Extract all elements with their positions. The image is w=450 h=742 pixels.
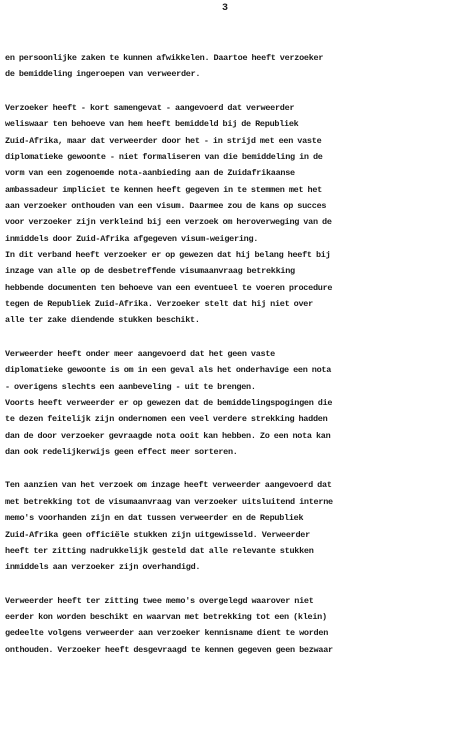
text-line: weliswaar ten behoeve van hem heeft bemiddeld bij de Republiek: [5, 119, 299, 130]
document-body: [5, 50, 448, 658]
text-line: memo's voorhanden zijn en dat tussen verweerder en de Republiek: [5, 513, 304, 524]
text-line: ambassadeur impliciet te kennen heeft gegeven in te stemmen met het: [5, 184, 322, 195]
text-line: alle ter zake diendende stukken beschikt.: [5, 315, 200, 326]
text-line: In dit verband heeft verzoeker er op gewezen dat hij belang heeft bij: [5, 249, 331, 260]
text-line: en persoonlijke zaken te kunnen afwikkelen. Daartoe heeft verzoeker: [5, 53, 324, 63]
text-line: te dezen feitelijk zijn ondernomen een veel verdere strekking hadden: [5, 414, 328, 425]
text-line: Zuid-Afrika, maar dat verweerder door het - in strijd met een vaste: [5, 135, 322, 146]
text-line: aan verzoeker onthouden van een visum. Daarmee zou de kans op succes: [5, 200, 327, 211]
text-line: Zuid-Afrika geen officiële stukken zijn uitgewisseld. Verweerder: [5, 529, 310, 540]
page-number: 3: [221, 3, 228, 14]
text-line: inzage van alle op de desbetreffende visumaanvraag betrekking: [5, 266, 295, 277]
text-line: onthouden. Verzoeker heeft desgevraagd te kennen gegeven geen bezwaar: [5, 644, 333, 655]
text-line: gedeelte volgens verweerder aan verzoeker kennisname dient te worden: [5, 628, 329, 639]
text-line: - overigens slechts een aanbeveling - uit te brengen.: [5, 381, 256, 392]
text-line: Ten aanzien van het verzoek om inzage heeft verweerder aangevoerd dat: [5, 480, 332, 491]
text-line: heeft ter zitting nadrukkelijk gesteld dat alle relevante stukken: [5, 545, 314, 556]
paragraph-gap: [5, 576, 448, 593]
text-line: diplomatieke gewoonte is om in een geval als het onderhavige een nota: [5, 365, 332, 376]
text-line: Verweerder heeft ter zitting twee memo's overgelegd waarover niet: [5, 595, 314, 606]
text-line: hebbende documenten ten behoeve van een eventueel te voeren procedure: [5, 282, 333, 293]
text-line: Verweerder heeft onder meer aangevoerd dat het geen vaste: [5, 348, 275, 359]
text-line: diplomatieke gewoonte - niet formaliseren van die bemiddeling in de: [5, 151, 323, 162]
paragraph-gap: [5, 329, 448, 346]
paragraph: [5, 50, 448, 83]
text-line: vorm van een zogenoemde nota-aanbieding aan de Zuidafrikaanse: [5, 168, 295, 179]
text-line: eerder kon worden beschikt en waarvan met betrekking tot een (klein): [5, 612, 327, 623]
paragraph-gap: [5, 83, 448, 100]
text-line: inmiddels aan verzoeker zijn overhandigd.: [5, 562, 201, 573]
paragraph-gap: [5, 460, 448, 477]
paragraph: [5, 477, 448, 575]
text-line: met betrekking tot de visumaanvraag van verzoeker uitsluitend interne: [5, 496, 333, 507]
text-line: dan ook redelijkerwijs geen effect meer sorteren.: [5, 446, 238, 457]
text-line: dan de door verzoeker gevraagde nota ooit kan hebben. Zo een nota kan: [5, 430, 331, 441]
text-line: voor verzoeker zijn verkleind bij een verzoek om heroverweging van de: [5, 217, 332, 228]
paragraph: [5, 100, 448, 329]
text-line: inmiddels door Zuid-Afrika afgegeven visum-weigering.: [5, 233, 259, 244]
paragraph: [5, 593, 448, 658]
text-line: tegen de Republiek Zuid-Afrika. Verzoeker stelt dat hij niet over: [5, 299, 313, 309]
text-line: Verzoeker heeft - kort samengevat - aangevoerd dat verweerder: [5, 102, 295, 113]
text-line: Voorts heeft verweerder er op gewezen dat de bemiddelingspogingen die: [5, 397, 333, 408]
text-line: de bemiddeling ingeroepen van verweerder.: [5, 69, 201, 80]
paragraph: [5, 346, 448, 460]
